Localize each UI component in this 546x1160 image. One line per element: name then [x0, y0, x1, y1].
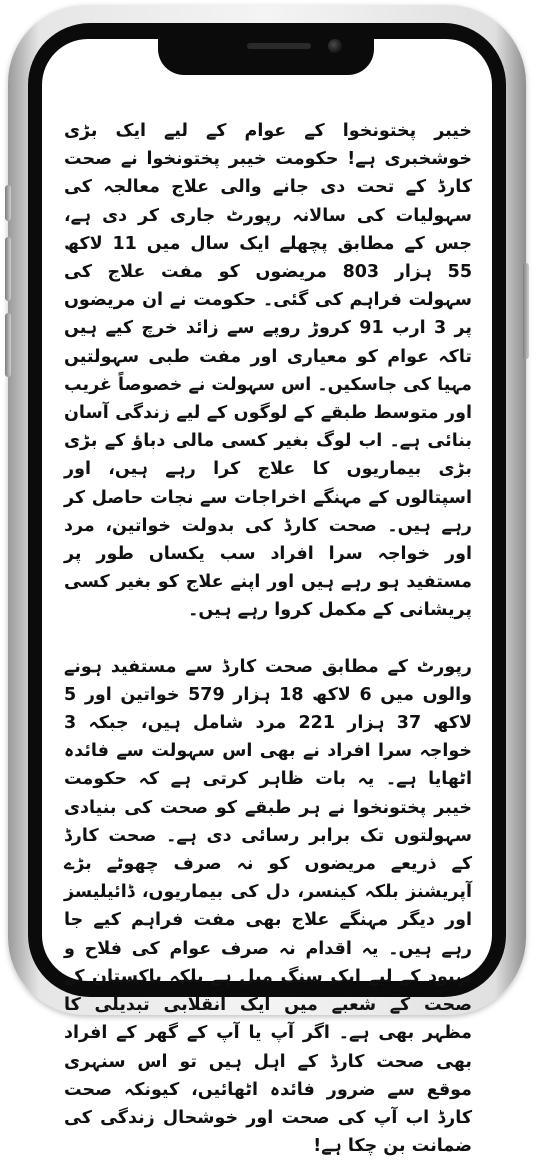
article-body [64, 117, 472, 1160]
phone-frame [8, 5, 526, 1157]
volume-down-button [5, 313, 11, 377]
phone-notch [158, 35, 374, 75]
phone-screen [42, 39, 492, 1157]
silent-switch [5, 185, 11, 221]
power-button [523, 263, 529, 359]
speaker-grille [247, 43, 311, 49]
volume-up-button [5, 237, 11, 301]
article-paragraph-1: خیبر پختونخوا کے عوام کے لیے ایک بڑی خوشخبری ہے! حکومت خیبر پختونخوا نے صحت کارڈ کے تحت دی جانے والی علاج معالجہ کی سہولیات کی سالانہ رپورٹ جاری کر دی ہے، جس کے مطابق پچھلے ایک سال میں 11 لاکھ 55 ہزار 803 مریضوں کو مفت علاج کی سہولت فراہم کی گئی۔ حکومت نے ان مریضوں پر 3 ارب 91 کروڑ روپے سے زائد خرچ کیے ہیں تاکہ عوام کو معیاری اور مفت طبی سہولتیں مہیا کی جاسکیں۔ اس سہولت نے خصوصاً غریب اور متوسط طبقے کے لوگوں کے لیے زندگی آسان بنائی ہے۔ اب لوگ بغیر کسی مالی دباؤ کے بڑی بڑی بیماریوں کا علاج کرا رہے ہیں، اور اسپتالوں کے مہنگے اخراجات سے نجات حاصل کر رہے ہیں۔ صحت کارڈ کی بدولت خواتین، مرد اور خواجہ سرا افراد سب یکساں طور پر مستفید ہو رہے ہیں اور اپنے علاج کو بغیر کسی پریشانی کے مکمل کروا رہے ہیں۔ [64, 121, 472, 621]
front-camera-icon [328, 39, 342, 53]
article-paragraph-2: رپورٹ کے مطابق صحت کارڈ سے مستفید ہونے والوں میں 6 لاکھ 18 ہزار 579 خواتین اور 5 لاکھ 37 ہزار 221 مرد شامل ہیں، جبکہ 3 خواجہ سرا افراد نے بھی اس سہولت سے فائدہ اٹھایا ہے۔ یہ بات ظاہر کرتی ہے کہ حکومت خیبر پختونخوا نے ہر طبقے کو صحت کی بنیادی سہولتوں تک برابر رسائی دی ہے۔ صحت کارڈ کے ذریعے مریضوں کو نہ صرف چھوٹے بڑے آپریشنز بلکہ کینسر، دل کی بیماریوں، ڈائیلیسز اور دیگر مہنگے علاج بھی مفت فراہم کیے جا رہے ہیں۔ یہ اقدام نہ صرف عوام کی فلاح و بہبود کے لیے ایک سنگ میل ہے بلکہ پاکستان کے صحت کے شعبے میں ایک انقلابی تبدیلی کا مظہر بھی ہے۔ اگر آپ یا آپ کے گھر کے افراد بھی صحت کارڈ کے اہل ہیں تو اس سنہری موقع سے ضرور فائدہ اٹھائیں، کیونکہ صحت کارڈ اب آپ کی صحت اور خوشحال زندگی کی ضمانت بن چکا ہے! [64, 656, 473, 1157]
